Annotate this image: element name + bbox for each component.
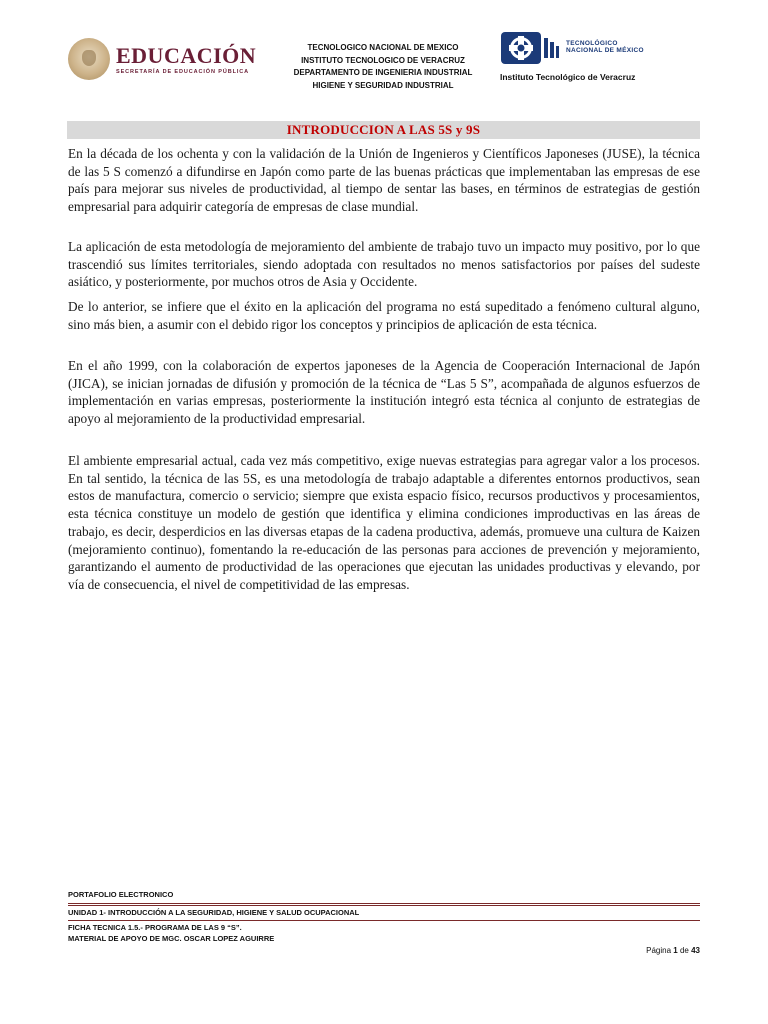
document-title: INTRODUCCION A LAS 5S y 9S <box>286 122 481 137</box>
institute-caption: Instituto Tecnológico de Veracruz <box>500 72 636 82</box>
paragraph-4: En el año 1999, con la colaboración de expertos japoneses de la Agencia de Cooperación Internacional de Japón (JICA), se inician jornadas de difusión y promoción de la técnica de “Las 5 S”, acompañada de algunos esfuerzos de implementación en varias empresas, posteriormente la institución integró esta técnica al conjunto de estrategias de apoyo al mejoramiento de la productividad empresarial. <box>68 358 700 427</box>
tecnm-logo <box>500 30 648 66</box>
footer-ficha: FICHA TECNICA 1.5.- PROGRAMA DE LAS 9 “S”. <box>68 923 242 932</box>
footer-unit: UNIDAD 1- INTRODUCCIÓN A LA SEGURIDAD, HIGIENE Y SALUD OCUPACIONAL <box>68 908 360 917</box>
institution-header-lines <box>276 42 490 92</box>
paragraph-3: De lo anterior, se infiere que el éxito en la aplicación del programa no está supeditado a fenómeno cultural alguno, sino más bien, a asumir con el debido rigor los conceptos y principios de aplicación de esta técnica. <box>68 299 700 332</box>
page-total: 43 <box>691 946 700 955</box>
tecnm-logo-line2: NACIONAL DE MÉXICO <box>566 47 644 54</box>
sep-logo-subtitle: SECRETARÍA DE EDUCACIÓN PÚBLICA <box>116 68 250 75</box>
header-line-2: INSTITUTO TECNOLOGICO DE VERACRUZ <box>301 55 465 65</box>
sep-logo-title: EDUCACIÓN <box>116 42 257 68</box>
page-current: 1 <box>673 946 678 955</box>
header-line-1: TECNOLOGICO NACIONAL DE MEXICO <box>307 43 459 52</box>
paragraph-1: En la década de los ochenta y con la validación de la Unión de Ingenieros y Científicos Japoneses (JUSE), la técnica de las 5 S comenzó a difundirse en Japón como parte de las buenas prácticas que implementaban las empresas de ese país para mejorar sus niveles de productividad, al tiempo de sentar las bases, en términos de estrategias de gestión empresarial para adquirir categoría de empresas de clase mundial. <box>68 146 700 215</box>
header-line-4: HIGIENE Y SEGURIDAD INDUSTRIAL <box>312 80 454 90</box>
paragraph-5: El ambiente empresarial actual, cada vez más competitivo, exige nuevas estrategias para agregar valor a los procesos. En tal sentido, la técnica de las 5S, es una metodología de trabajo adaptable a diferentes entornos productivos, sean estos de manufactura, comercio o servicio; siempre que exista espacio físico, recursos productivos y procesamientos, esta técnica constituye un modelo de gestión que identifica y elimina condiciones improductivas en las áreas de trabajo, es decir, desperdicios en las diversas etapas de la cadena productiva, además, promueve una cultura de Kaizen (mejoramiento continuo), fomentando la re-educación de las personas para acciones de prevención y mejoramiento, garantizando el aumento de productividad de las operaciones que ejecutan las unidades productivas y elevando, por vía de consecuencia, el nivel de competitividad de las empresas. <box>68 453 700 592</box>
footer-rule-1 <box>68 903 700 906</box>
sep-logo <box>68 38 256 80</box>
document-title-bar <box>67 121 700 139</box>
paragraph-2: La aplicación de esta metodología de mejoramiento del ambiente de trabajo tuvo un impacto muy positivo, por lo que trascendió sus límites territoriales, siendo adoptada con resultados no menos satisfactorios por países del sudeste asiático, y posteriormente, por muchos otros de Asia y Occidente. <box>68 239 700 290</box>
footer-author: MATERIAL DE APOYO DE MGC. OSCAR LOPEZ AGUIRRE <box>68 934 275 943</box>
page-number: Página 1 de 43 <box>646 946 700 955</box>
page-header <box>0 0 768 110</box>
tecnm-logo-line1: TECNOLÓGICO <box>566 40 618 47</box>
header-line-3: DEPARTAMENTO DE INGENIERIA INDUSTRIAL <box>293 68 473 77</box>
footer-portfolio: PORTAFOLIO ELECTRONICO <box>68 890 174 899</box>
mexico-seal-icon <box>68 38 110 80</box>
footer-rule-2 <box>68 920 700 921</box>
tecnm-emblem-icon <box>500 30 560 66</box>
